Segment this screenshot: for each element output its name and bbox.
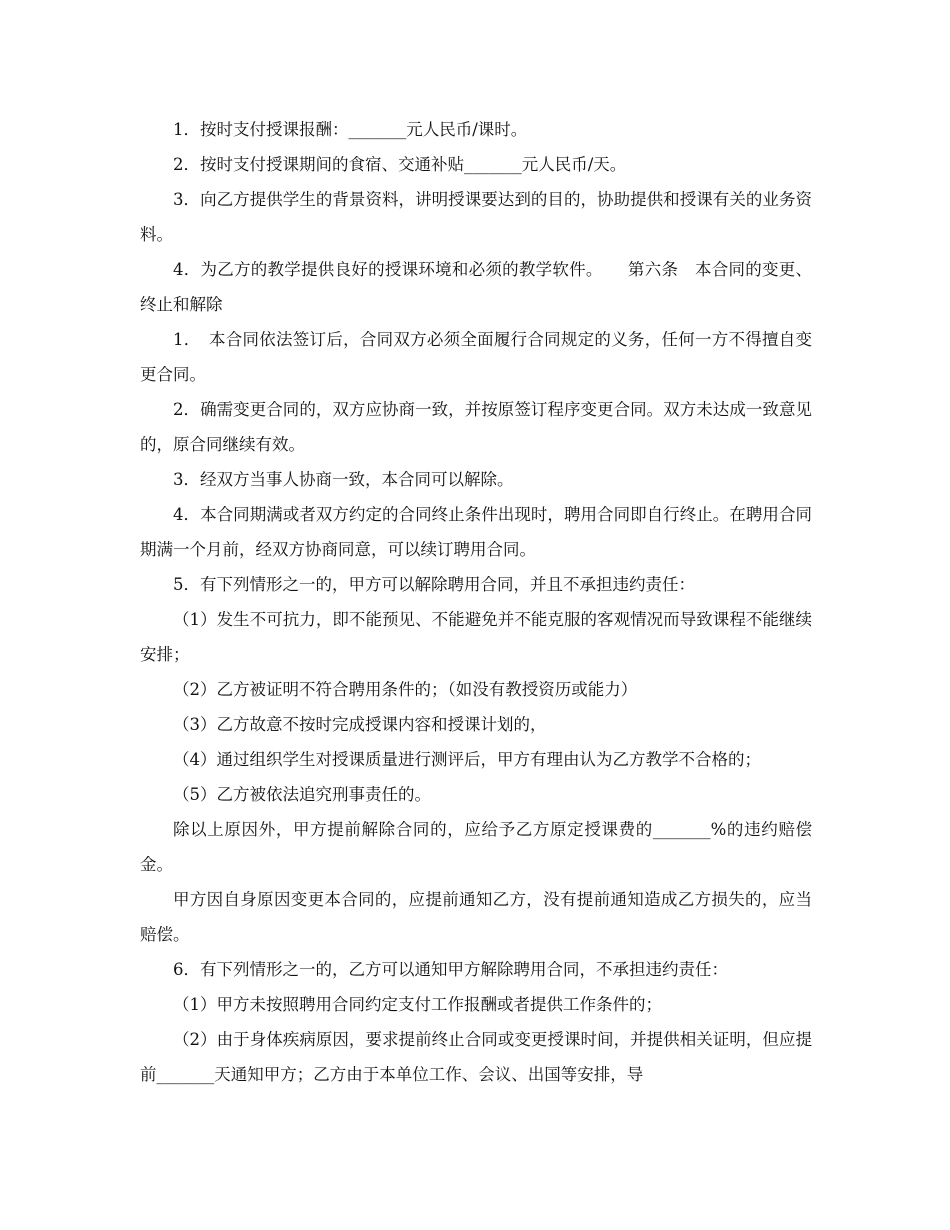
clause-paragraph: 除以上原因外，甲方提前解除合同的，应给予乙方原定授课费的_______%的违约赔偿金。 — [140, 820, 812, 874]
clause-paragraph: （4）通过组织学生对授课质量进行测评后，甲方有理由认为乙方教学不合格的； — [173, 750, 761, 769]
document-body — [140, 112, 812, 1092]
clause-paragraph: 4．本合同期满或者双方约定的合同终止条件出现时，聘用合同即自行终止。在聘用合同期满一个月前，经双方协商同意，可以续订聘用合同。 — [140, 505, 812, 559]
clause-paragraph: 5．有下列情形之一的，甲方可以解除聘用合同，并且不承担违约责任： — [173, 575, 695, 594]
clause-paragraph: （2）乙方被证明不符合聘用条件的；（如没有教授资历或能力） — [173, 680, 638, 699]
clause-paragraph: 4．为乙方的教学提供良好的授课环境和必须的教学软件。 第六条 本合同的变更、终止和解除 — [140, 260, 812, 314]
clause-paragraph: 1． 本合同依法签订后，合同双方必须全面履行合同规定的义务，任何一方不得擅自变更合同。 — [140, 330, 812, 384]
clause-paragraph: 3．向乙方提供学生的背景资料，讲明授课要达到的目的，协助提供和授课有关的业务资料。 — [140, 190, 812, 244]
clause-paragraph: 6．有下列情形之一的，乙方可以通知甲方解除聘用合同，不承担违约责任： — [173, 960, 728, 979]
clause-paragraph: （5）乙方被依法追究刑事责任的。 — [173, 785, 431, 804]
clause-paragraph: 2．按时支付授课期间的食宿、交通补贴_______元人民币/天。 — [173, 155, 627, 174]
clause-paragraph: （1）甲方未按照聘用合同约定支付工作报酬或者提供工作条件的； — [173, 995, 662, 1014]
clause-paragraph: 2．确需变更合同的，双方应协商一致，并按原签订程序变更合同。双方未达成一致意见的，原合同继续有效。 — [140, 400, 812, 454]
clause-paragraph: 3．经双方当事人协商一致，本合同可以解除。 — [173, 470, 514, 489]
clause-paragraph: 1．按时支付授课报酬：_______元人民币/课时。 — [173, 120, 528, 139]
clause-paragraph: （3）乙方故意不按时完成授课内容和授课计划的， — [173, 715, 547, 734]
clause-paragraph: 甲方因自身原因变更本合同的，应提前通知乙方，没有提前通知造成乙方损失的，应当赔偿。 — [140, 890, 812, 944]
clause-paragraph: （1）发生不可抗力，即不能预见、不能避免并不能克服的客观情况而导致课程不能继续安排； — [140, 610, 812, 664]
clause-paragraph: （2）由于身体疾病原因，要求提前终止合同或变更授课时间，并提供相关证明，但应提前_______天通知甲方；乙方由于本单位工作、会议、出国等安排，导 — [140, 1030, 812, 1084]
